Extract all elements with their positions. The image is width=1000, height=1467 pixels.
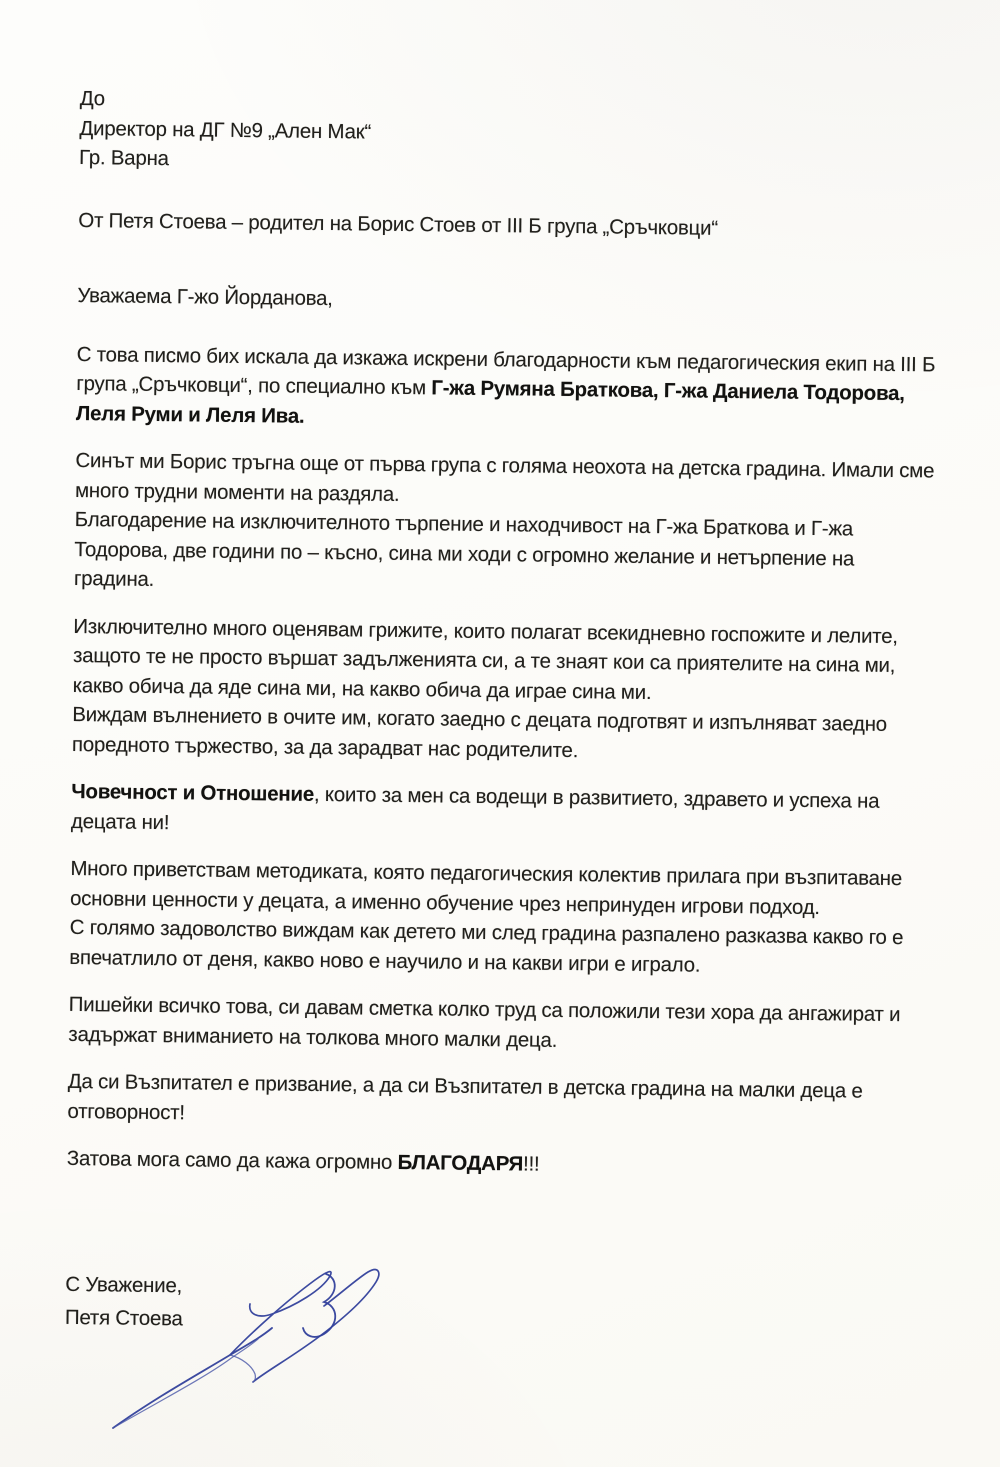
paragraph-gratitude-bold-names: Г-жа Румяна Браткова, Г-жа Даниела Тодорова, Леля Руми и Леля Ива. — [75, 376, 911, 428]
recipient-director: Директор на ДГ №9 „Ален Мак“ — [79, 116, 372, 144]
letter-body — [65, 84, 942, 1344]
recipient-city: Гр. Варна — [78, 145, 169, 171]
paragraph-gratitude — [76, 339, 939, 438]
paragraph-thanks — [67, 1144, 929, 1184]
closing-regards: С Уважение, — [65, 1272, 183, 1297]
paragraph-thanks-tail: !!! — [522, 1152, 540, 1176]
paragraph-values-rest: , които за мен са водещи в развитието, здравето и успеха на децата ни! — [70, 782, 885, 834]
closing-name: Петя Стоева — [64, 1305, 183, 1330]
handwritten-signature — [100, 1262, 400, 1442]
sender-line: От Петя Стоева – родител на Борис Стоев от III Б група „Сръчковци“ — [78, 208, 719, 240]
paragraph-values — [71, 777, 934, 847]
paragraph-son-story: Синът ми Борис тръгна още от първа група с голяма неохота на детска градина. Имали сме много трудни моменти на раздяла. Благодарение на изключителното търпение и находчивост на Г-жа Браткова и Г-жа Тодорова, две години по – късно, сина ми ходи с огромно желание и нетърпение на градина. — [73, 448, 940, 591]
paragraph-gratitude-lead: С това писмо бих искала да изкажа искрени благодарности към педагогическия екип на III Б група „Сръчковци“, по специално към — [76, 342, 941, 400]
paragraph-values-bold-lead: Човечност и Отношение — [71, 779, 315, 806]
recipient-to: До — [79, 86, 105, 111]
paragraph-effort: Пишейки всичко това, си давам сметка колко труд са положили тези хора да ангажират и задържат вниманието на толкова много малки деца. — [68, 992, 906, 1052]
paragraph-methodology: Много приветствам методиката, която педагогическия колектив прилага при възпитаване основни ценности у децата, а именно обучение чрез непринуден игрови подход. С голямо задоволство виждам как детето ми след градина разпалено разказва какво го е впечатлило от деня, какво ново е научило и на какви игри е играло. — [69, 856, 909, 977]
paragraph-care: Изключително много оценявам грижите, които полагат всекидневно госпожите и лелите, защото те не просто вършат задълженията си, а те знаят кои са приятелите на сина ми, какво обича да яде сина ми, на какво обича да играе сина ми. Виждам вълнението в очите им, когато заедно с децата подготвят и изпълняват заедно поредното тържество, за да зарадват нас родителите. — [71, 614, 904, 762]
paragraph-vocation: Да си Възпитател е призвание, а да си Възпитател в детска градина на малки деца е отговорност! — [67, 1069, 869, 1124]
paragraph-thanks-bold: БЛАГОДАРЯ — [397, 1150, 524, 1176]
recipient-block — [79, 84, 942, 183]
salutation: Уважаема Г-жо Йорданова, — [77, 283, 333, 311]
paragraph-thanks-lead: Затова мога само да кажа огромно — [66, 1146, 398, 1174]
